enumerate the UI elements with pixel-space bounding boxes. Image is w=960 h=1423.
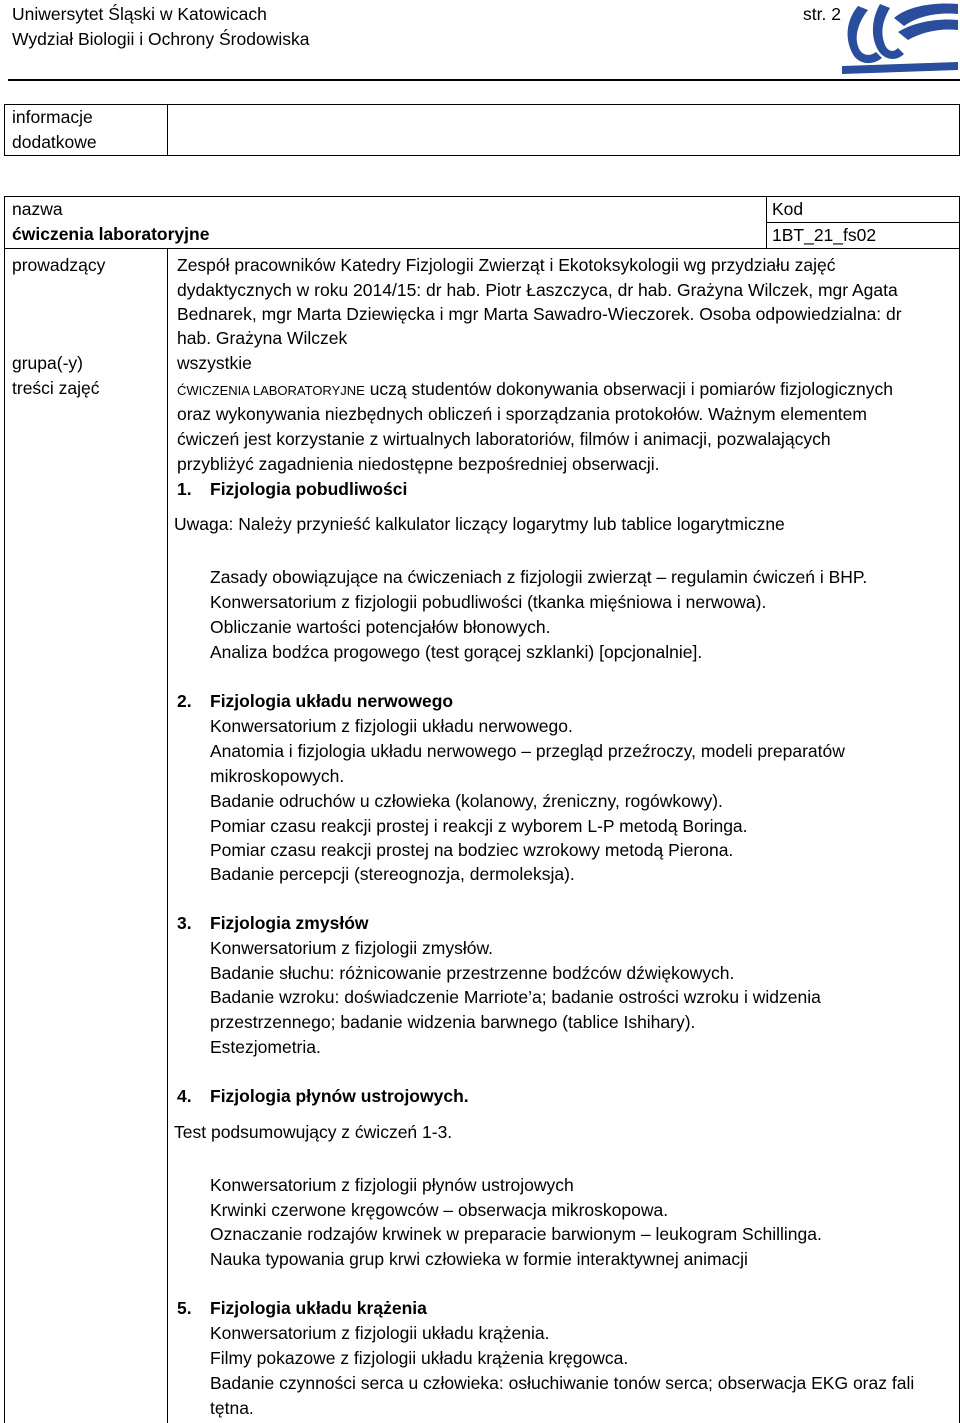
section-2-number: 2. [177, 691, 192, 711]
section-1-item-4: Analiza bodźca progowego (test gorącej szklanki) [opcjonalnie]. [210, 642, 703, 662]
section-5-item-4: tętna. [210, 1398, 254, 1418]
section-2-item-3: mikroskopowych. [210, 766, 345, 786]
group-value: wszystkie [177, 353, 252, 373]
section-5-number: 5. [177, 1298, 192, 1318]
info-label-line-1: informacje [12, 107, 93, 127]
code-label: Kod [772, 199, 804, 219]
intro-smallcaps: ĆWICZENIA LABORATORYJNE [177, 383, 365, 398]
section-5-item-3: Badanie czynności serca u człowieka: osłuchiwanie tonów serca; obserwacja EKG oraz fali [210, 1373, 915, 1393]
leaders-line-4: hab. Grażyna Wilczek [177, 328, 348, 348]
section-2-item-4: Badanie odruchów u człowieka (kolanowy, źreniczny, rogówkowy). [210, 791, 723, 811]
course-name-label-line-1: nazwa [12, 199, 63, 219]
leaders-line-3: Bednarek, mgr Marta Dziewięcka i mgr Marta Sawadro-Wieczorek. Osoba odpowiedzialna: dr [177, 304, 902, 324]
header-line-1: Uniwersytet Śląski w Katowicach [12, 4, 267, 24]
section-4-title: Fizjologia płynów ustrojowych. [210, 1086, 469, 1106]
section-4-item-2: Krwinki czerwone kręgowców – obserwacja mikroskopowa. [210, 1200, 669, 1220]
section-3-item-5: Estezjometria. [210, 1037, 321, 1057]
leaders-label: prowadzący [12, 255, 106, 275]
section-2-item-1: Konwersatorium z fizjologii układu nerwowego. [210, 716, 573, 736]
intro-line-3: ćwiczeń jest korzystanie z wirtualnych laboratoriów, filmów i animacji, pozwalających [177, 429, 831, 449]
section-1-item-3: Obliczanie wartości potencjałów błonowych. [210, 617, 551, 637]
section-3-item-4: przestrzennego; badanie widzenia barwnego (tablice Ishihary). [210, 1012, 696, 1032]
leaders-line-1: Zespół pracowników Katedry Fizjologii Zwierząt i Ekotoksykologii wg przydziału zajęć [177, 255, 836, 275]
section-5-item-2: Filmy pokazowe z fizjologii układu krążenia kręgowca. [210, 1348, 629, 1368]
header-divider [8, 79, 960, 81]
intro-line-1 [177, 377, 893, 403]
course-name-label [12, 197, 209, 247]
info-label [12, 105, 97, 155]
section-2-item-2: Anatomia i fizjologia układu nerwowego – przegląd przeźroczy, modeli preparatów [210, 741, 845, 761]
section-1-title: Fizjologia pobudliwości [210, 479, 408, 499]
group-label: grupa(-y) [12, 353, 83, 373]
section-2-item-5: Pomiar czasu reakcji prostej i reakcji z wyborem L-P metodą Boringa. [210, 816, 748, 836]
section-4-item-4: Nauka typowania grup krwi człowieka w formie interaktywnej animacji [210, 1249, 748, 1269]
info-row [4, 104, 960, 156]
university-name [12, 2, 309, 52]
section-3-number: 3. [177, 913, 192, 933]
header-line-2: Wydział Biologii i Ochrony Środowiska [12, 29, 310, 49]
section-3-title: Fizjologia zmysłów [210, 913, 369, 933]
university-logo-icon [838, 0, 960, 74]
intro-line-4: przybliżyć zagadnienia niedostępne bezpośredniej obserwacji. [177, 454, 660, 474]
section-4-item-1: Konwersatorium z fizjologii płynów ustrojowych [210, 1175, 574, 1195]
leaders-line-2: dydaktycznych w roku 2014/15: dr hab. Piotr Łaszczyca, dr hab. Grażyna Wilczek, mgr Agata [177, 280, 898, 300]
section-1-item-1: Zasady obowiązujące na ćwiczeniach z fizjologii zwierząt – regulamin ćwiczeń i BHP. [210, 567, 868, 587]
test-line: Test podsumowujący z ćwiczeń 1-3. [174, 1122, 453, 1142]
section-1-number: 1. [177, 479, 192, 499]
intro-line-2: oraz wykonywania niezbędnych obliczeń i sporządzania protokołów. Ważnym elementem [177, 404, 867, 424]
info-label-line-2: dodatkowe [12, 132, 97, 152]
section-3-item-2: Badanie słuchu: różnicowanie przestrzenne bodźców dźwiękowych. [210, 963, 735, 983]
section-1-item-2: Konwersatorium z fizjologii pobudliwości (tkanka mięśniowa i nerwowa). [210, 592, 767, 612]
section-5-title: Fizjologia układu krążenia [210, 1298, 427, 1318]
section-4-number: 4. [177, 1086, 192, 1106]
content-label: treści zajęć [12, 378, 100, 398]
course-name-label-line-2: ćwiczenia laboratoryjne [12, 224, 210, 244]
section-2-item-7: Badanie percepcji (stereognozja, dermoleksja). [210, 864, 575, 884]
note: Uwaga: Należy przynieść kalkulator liczący logarytmy lub tablice logarytmiczne [174, 514, 785, 534]
section-5-item-1: Konwersatorium z fizjologii układu krążenia. [210, 1323, 550, 1343]
section-2-title: Fizjologia układu nerwowego [210, 691, 454, 711]
section-3-item-3: Badanie wzroku: doświadczenie Marriote’a; badanie ostrości wzroku i widzenia [210, 987, 821, 1007]
section-2-item-6: Pomiar czasu reakcji prostej na bodziec wzrokowy metodą Pierona. [210, 840, 734, 860]
code-value: 1BT_21_fs02 [772, 225, 877, 245]
page-number: str. 2 [803, 4, 841, 24]
section-3-item-1: Konwersatorium z fizjologii zmysłów. [210, 938, 494, 958]
section-4-item-3: Oznaczanie rodzajów krwinek w preparacie barwionym – leukogram Schillinga. [210, 1224, 822, 1244]
intro-rest: uczą studentów dokonywania obserwacji i pomiarów fizjologicznych [364, 379, 894, 399]
